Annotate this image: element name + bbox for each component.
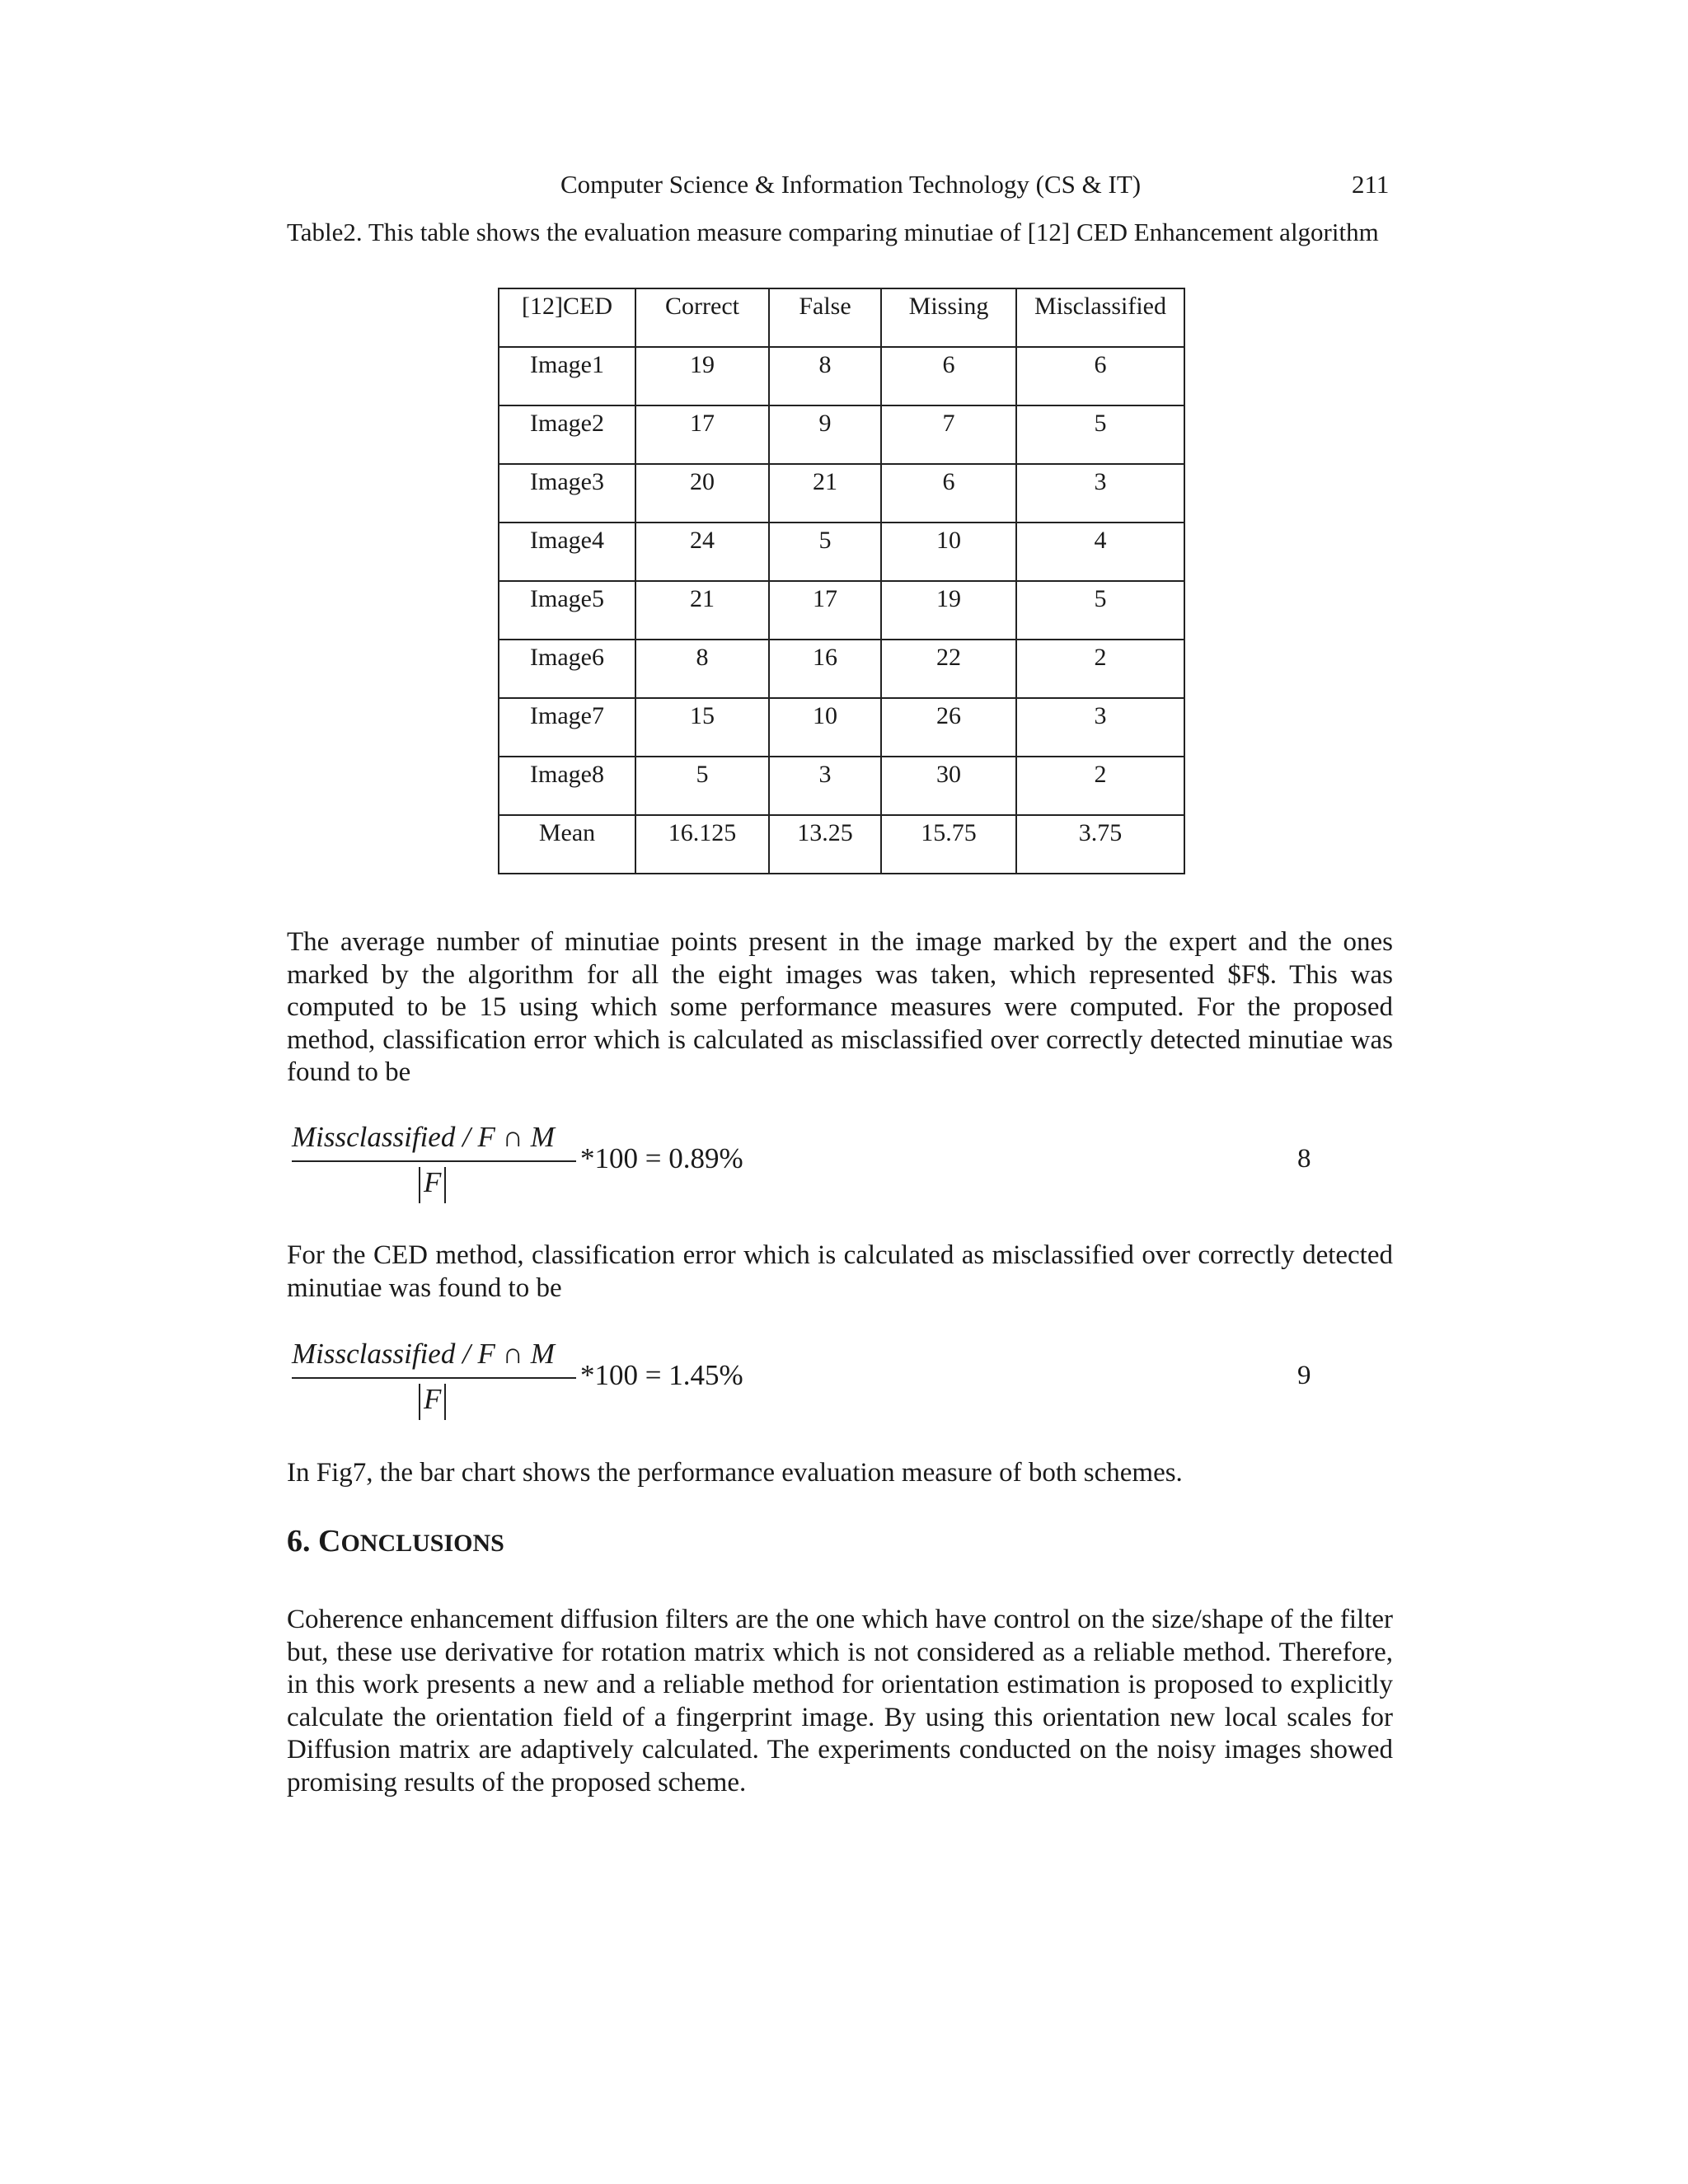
table-cell: 5 [1016, 405, 1184, 464]
table-cell: 20 [635, 464, 769, 523]
running-header: Computer Science & Information Technology (CS & IT) [560, 170, 1142, 199]
body-paragraph: For the CED method, classification error which is calculated as misclassified over correctly detected minutiae was found to be [287, 1240, 1393, 1303]
table-cell: Image2 [499, 405, 635, 464]
table-row [499, 640, 1184, 698]
table-cell: 3 [769, 757, 881, 815]
page-number: 211 [1352, 170, 1390, 199]
equation-result: *100 = 0.89% [580, 1142, 743, 1174]
table-cell: 15.75 [881, 815, 1016, 874]
table-cell: 26 [881, 698, 1016, 757]
table-cell: 17 [769, 581, 881, 640]
section-number: 6. [287, 1524, 311, 1558]
fraction-bar [292, 1160, 576, 1162]
table-cell: 3 [1016, 698, 1184, 757]
equation-denominator [415, 1166, 449, 1203]
table-cell: 19 [881, 581, 1016, 640]
equation-numerator: Missclassified / F ∩ M [292, 1121, 555, 1153]
table-cell: 30 [881, 757, 1016, 815]
table-cell: 3 [1016, 464, 1184, 523]
table-cell: Mean [499, 815, 635, 874]
fraction-bar [292, 1377, 576, 1379]
table-cell: Image3 [499, 464, 635, 523]
equation-result: *100 = 1.45% [580, 1359, 743, 1391]
table-row [499, 464, 1184, 523]
table-cell: 22 [881, 640, 1016, 698]
table-cell: 5 [1016, 581, 1184, 640]
body-paragraph: In Fig7, the bar chart shows the performance evaluation measure of both schemes. [287, 1458, 1183, 1488]
table-cell: 7 [881, 405, 1016, 464]
section-title-rest: ONCLUSIONS [340, 1530, 504, 1557]
table-cell: Image7 [499, 698, 635, 757]
equation-number: 8 [1297, 1144, 1311, 1174]
section-heading [287, 1523, 504, 1559]
equation-denominator [415, 1383, 449, 1420]
table-cell: Image1 [499, 347, 635, 405]
table-row-mean [499, 815, 1184, 874]
table-cell: Image5 [499, 581, 635, 640]
table-cell: Image6 [499, 640, 635, 698]
table-cell: Image4 [499, 523, 635, 581]
denominator-symbol: F [424, 1166, 442, 1198]
table-cell: 21 [635, 581, 769, 640]
table-row [499, 347, 1184, 405]
table-cell: Image8 [499, 757, 635, 815]
table-header-row [499, 288, 1184, 347]
table-row [499, 523, 1184, 581]
table-cell: 6 [1016, 347, 1184, 405]
table-cell: 8 [769, 347, 881, 405]
table-cell: 9 [769, 405, 881, 464]
table-row [499, 581, 1184, 640]
table-cell: 16.125 [635, 815, 769, 874]
table-cell: 21 [769, 464, 881, 523]
body-paragraph: Coherence enhancement diffusion filters are the one which have control on the size/shape of the filter but, these use derivative for rotation matrix which is not considered as a reliable method. Therefore, in this work presents a new and a reliable method for orientation estimation is proposed to explicitly calculate the orientation field of a fingerprint image. By using this orientation new local scales for Diffusion matrix are adaptively calculated. The experiments conducted on the noisy images showed promising results of the proposed scheme. [287, 1605, 1393, 1797]
table-cell: 4 [1016, 523, 1184, 581]
table-caption: Table2. This table shows the evaluation measure comparing minutiae of [12] CED Enhancement algorithm [287, 218, 1379, 246]
table-cell: 15 [635, 698, 769, 757]
column-header: Misclassified [1016, 288, 1184, 347]
table-cell: 6 [881, 347, 1016, 405]
table-cell: 24 [635, 523, 769, 581]
table-cell: 19 [635, 347, 769, 405]
equation-number: 9 [1297, 1361, 1311, 1390]
table-cell: 8 [635, 640, 769, 698]
table-row [499, 698, 1184, 757]
column-header: Correct [635, 288, 769, 347]
table-cell: 5 [635, 757, 769, 815]
table-cell: 10 [881, 523, 1016, 581]
table-cell: 17 [635, 405, 769, 464]
table-row [499, 757, 1184, 815]
denominator-symbol: F [424, 1383, 442, 1415]
table-cell: 2 [1016, 640, 1184, 698]
results-table [498, 288, 1185, 874]
section-title-initial: C [318, 1524, 341, 1558]
table-cell: 3.75 [1016, 815, 1184, 874]
table-cell: 2 [1016, 757, 1184, 815]
table-cell: 13.25 [769, 815, 881, 874]
column-header: Missing [881, 288, 1016, 347]
column-header: [12]CED [499, 288, 635, 347]
body-paragraph: The average number of minutiae points present in the image marked by the expert and the ones marked by the algorithm for all the eight images was taken, which represented $F$. This was computed to be 15 using which some performance measures were computed. For the proposed method, classification error which is calculated as misclassified over correctly detected minutiae was found to be [287, 927, 1393, 1087]
table-cell: 6 [881, 464, 1016, 523]
equation-numerator: Missclassified / F ∩ M [292, 1338, 555, 1370]
table-cell: 16 [769, 640, 881, 698]
column-header: False [769, 288, 881, 347]
table-cell: 10 [769, 698, 881, 757]
table-cell: 5 [769, 523, 881, 581]
table-row [499, 405, 1184, 464]
